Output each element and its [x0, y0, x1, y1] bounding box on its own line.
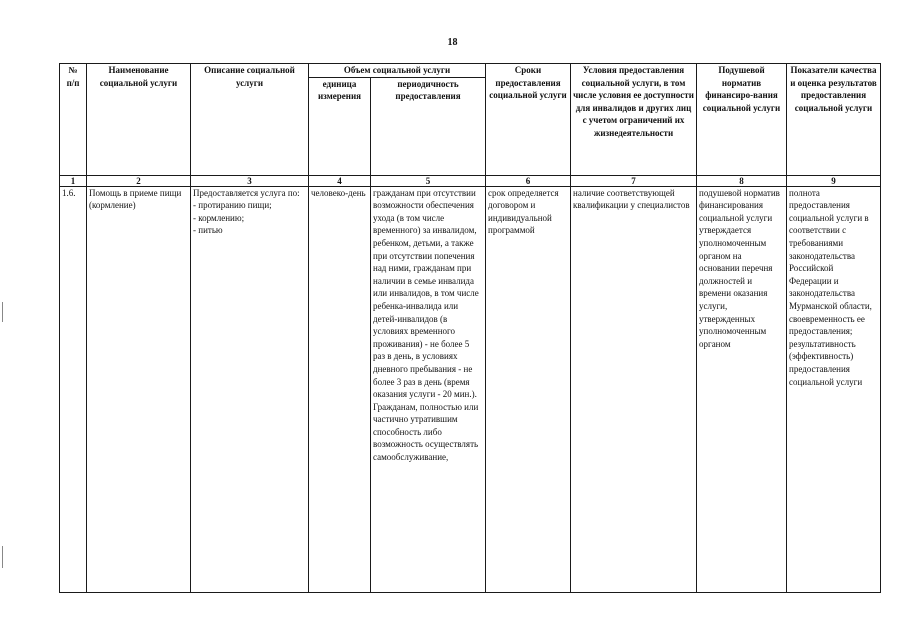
- terms-text: срок определяется договором и индивидуальной программой: [486, 186, 571, 592]
- header-unit: единица измерения: [309, 77, 371, 175]
- service-name: Помощь в приеме пищи (кормление): [87, 186, 191, 592]
- list-item: - протиранию пищи;: [193, 199, 306, 212]
- header-conditions: Условия предоставления социальной услуги, в том числе условия ее доступности для инвалидов и других лиц с учетом ограничений их жизнедеятельности: [571, 64, 697, 176]
- list-item: - питью: [193, 224, 306, 237]
- page-number: 18: [447, 37, 458, 48]
- header-quality: Показатели качества и оценка результатов предоставления социальной услуги: [787, 64, 881, 176]
- column-number: 2: [87, 175, 191, 186]
- column-number: 1: [60, 175, 87, 186]
- column-number: 8: [697, 175, 787, 186]
- column-number: 3: [191, 175, 309, 186]
- header-volume-group: Объем социальной услуги: [309, 64, 486, 78]
- header-description: Описание социальной услуги: [191, 64, 309, 176]
- column-number: 7: [571, 175, 697, 186]
- header-terms: Сроки предоставления социальной услуги: [486, 64, 571, 176]
- service-description: [191, 186, 309, 592]
- periodicity-text: гражданам при отсутствии возможности обеспечения ухода (в том числе временного) за инвалидом, ребенком, детьми, а также при отсутствии попечения над ними, гражданам при наличии в семье инвалида или инвалидов, в том числе ребенка-инвалида или детей-инвалидов (в условиях временного проживания) - не более 5 раз в день, в условиях дневного пребывания - не более 3 раз в день (время оказания услуги - 20 мин.). Гражданам, полностью или частично утратившим способность либо возможность осуществлять самообслуживание,: [371, 186, 486, 592]
- table-row: [60, 186, 881, 592]
- conditions-text: наличие соответствующей квалификации у специалистов: [571, 186, 697, 592]
- list-item: - кормлению;: [193, 212, 306, 225]
- header-periodicity: периодичность предоставления: [371, 77, 486, 175]
- quality-text: полнота предоставления социальной услуги в соответствии с требованиями законодательства Российской Федерации и законодательства Мурманской области, своевременность ее предоставления; результативность (эффективность) предоставления социальной услуги: [787, 186, 881, 592]
- scan-edge-mark: [2, 546, 3, 568]
- column-number: 6: [486, 175, 571, 186]
- column-number: 9: [787, 175, 881, 186]
- description-list: [193, 199, 306, 237]
- column-number: 4: [309, 175, 371, 186]
- description-intro: Предоставляется услуга по:: [193, 187, 300, 198]
- scan-edge-mark: [2, 302, 3, 322]
- header-name: Наименование социальной услуги: [87, 64, 191, 176]
- header-norm: Подушевой норматив финансиро-вания социальной услуги: [697, 64, 787, 176]
- social-services-table: [59, 63, 881, 593]
- column-numbers-row: [60, 175, 881, 186]
- norm-text: подушевой норматив финансирования социальной услуги утверждается уполномоченным органом на основании перечня должностей и времени оказания услуги, утвержденных уполномоченным органом: [697, 186, 787, 592]
- header-num: № п/п: [60, 64, 87, 176]
- unit-of-measure: человеко-день: [309, 186, 371, 592]
- column-number: 5: [371, 175, 486, 186]
- row-number: 1.6.: [60, 186, 87, 592]
